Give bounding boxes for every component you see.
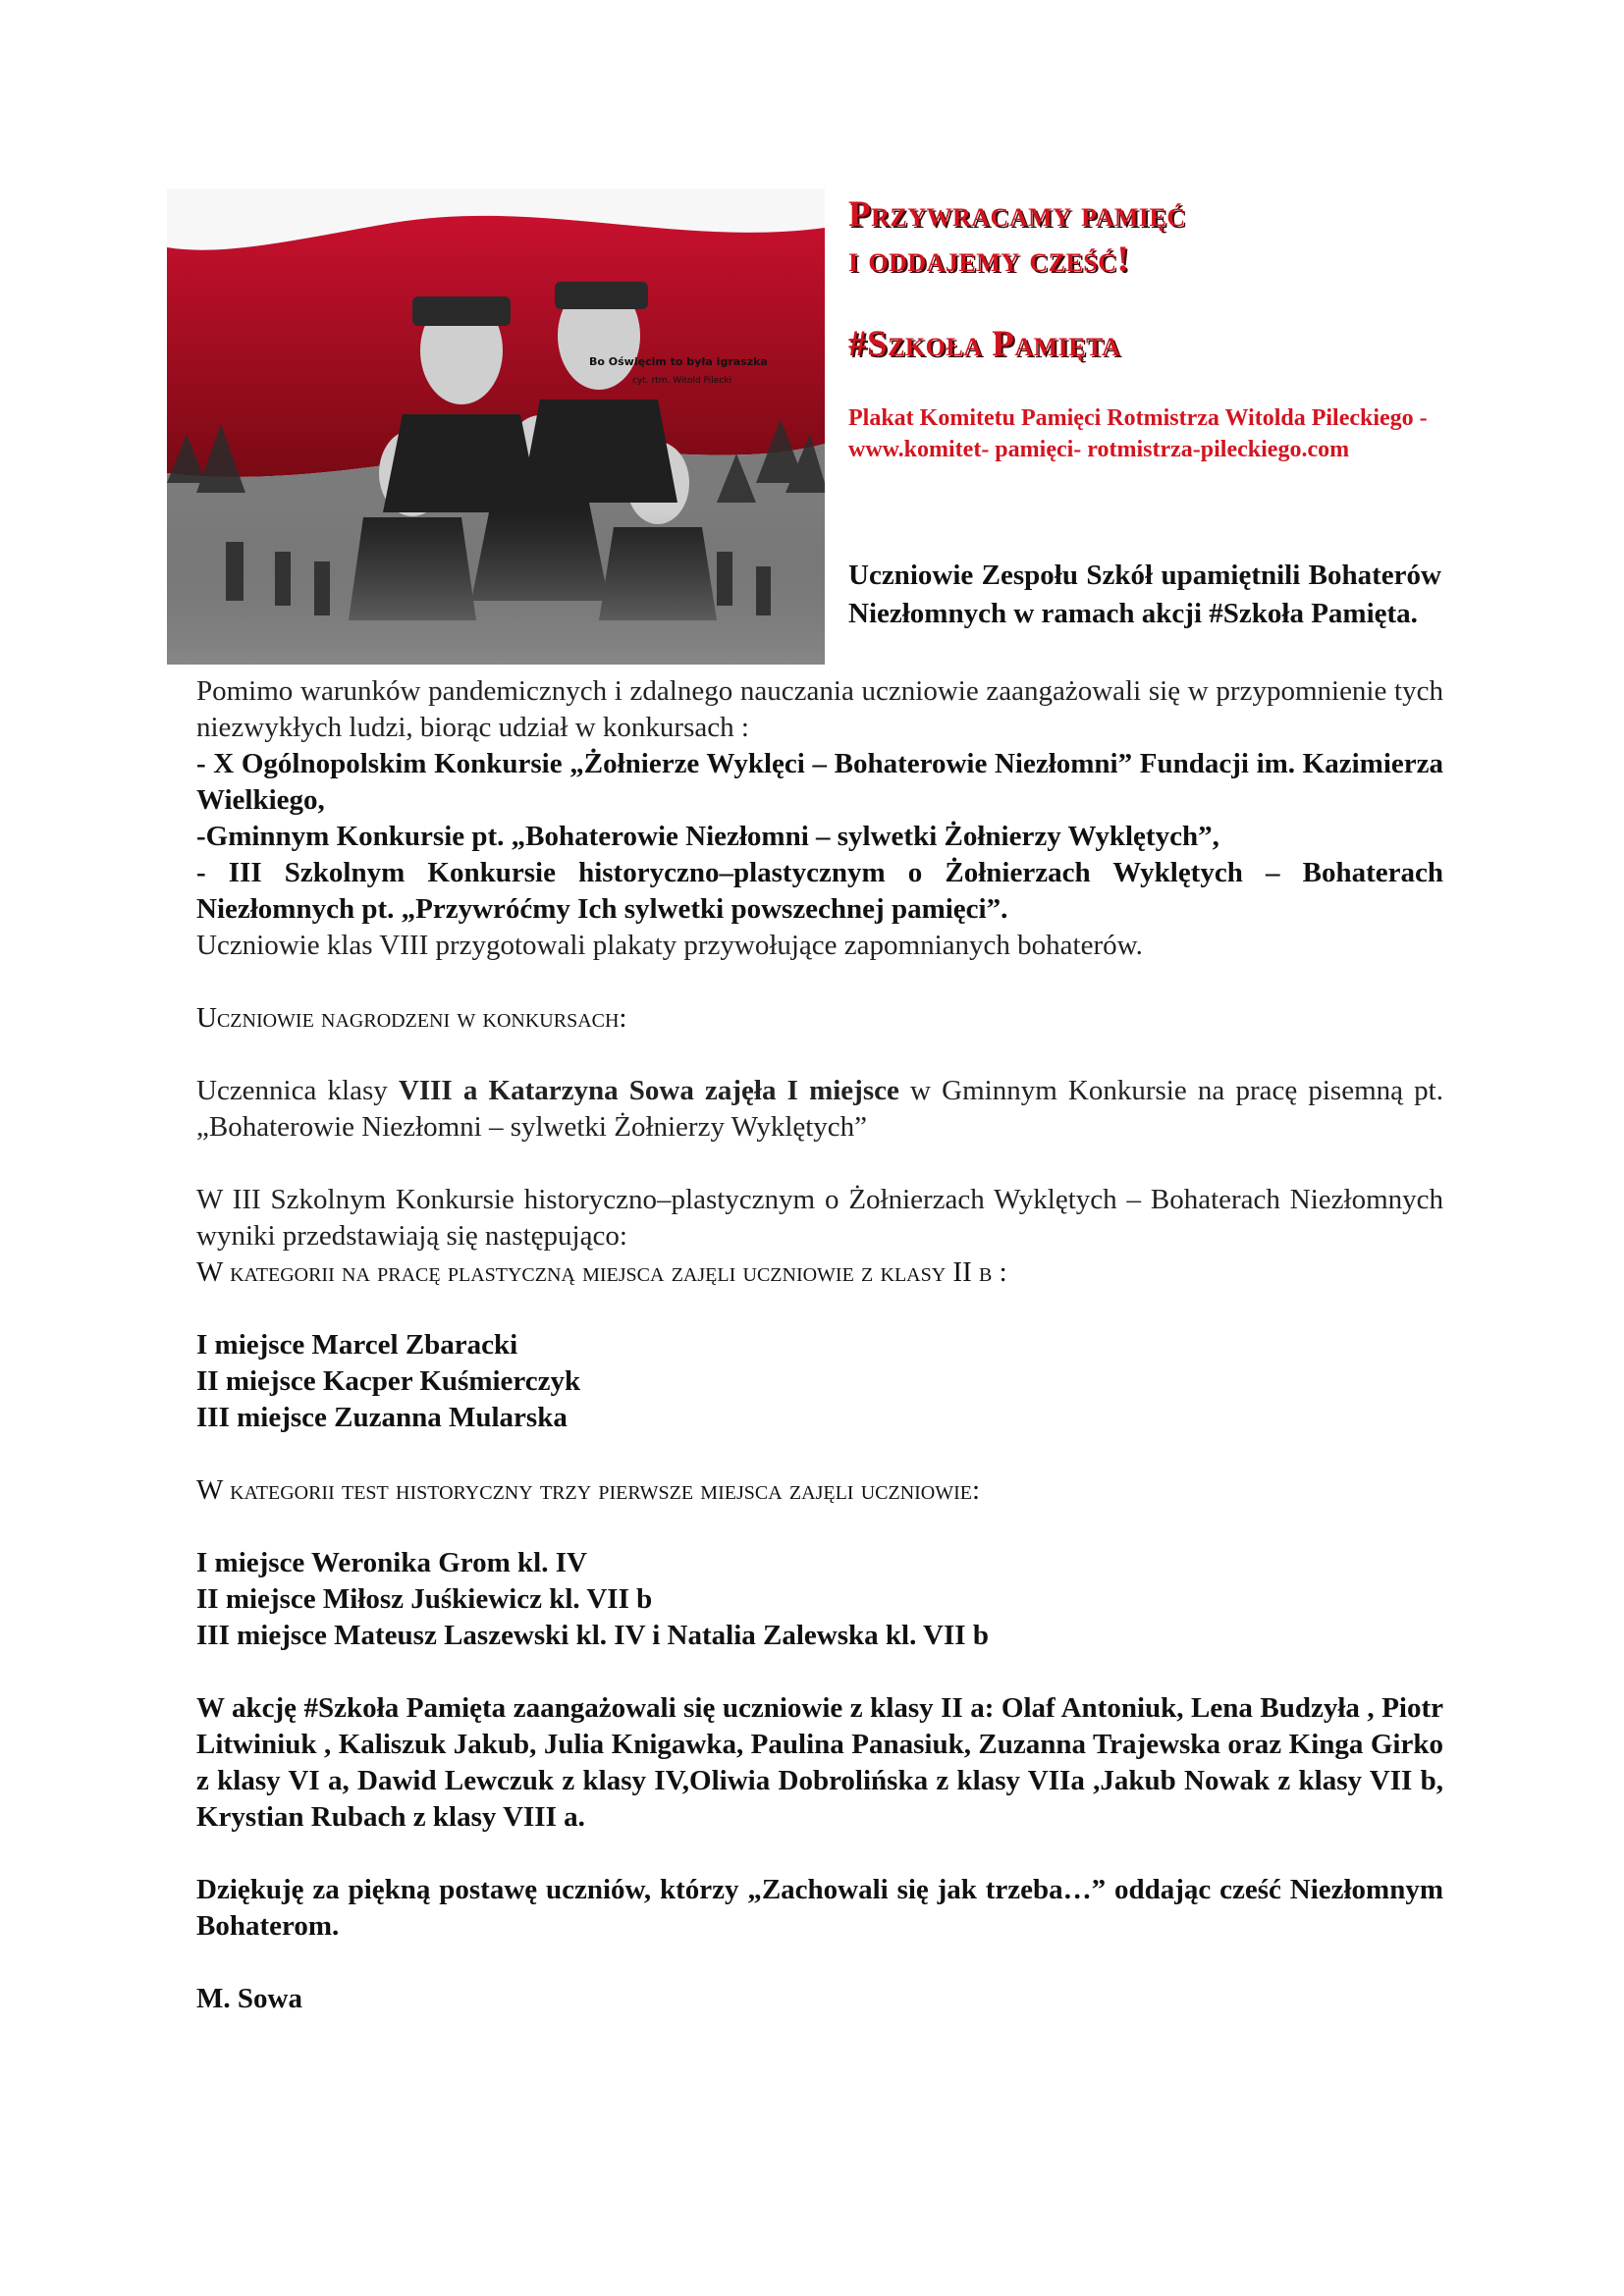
- participants-paragraph: W akcję #Szkoła Pamięta zaangażowali się uczniowie z klasy II a: Olaf Antoniuk, Lena Budzyła , Piotr Litwiniuk , Kaliszuk Jakub, Julia Knigawka, Paulina Panasiuk, Zuzanna Trajewska oraz Kinga Girko z klasy VI a, Dawid Lewczuk z klasy IV,Oliwia Dobrolińska z klasy VIIa ,Jakub Nowak z klasy VII b, Krystian Rubach z klasy VIII a.: [196, 1692, 1443, 1833]
- paragraph-pandemic: Pomimo warunków pandemicznych i zdalnego nauczania uczniowie zaangażowali się w przypomnienie tych niezwykłych ludzi, biorąc udział w konkursach :: [196, 675, 1443, 743]
- poster-caption: Plakat Komitetu Pamięci Rotmistrza Witolda Pileckiego - www.komitet- pamięci- rotmistrza-pileckiego.com: [848, 405, 1428, 462]
- poster-quote-author: cyt. rtm. Witold Pilecki: [632, 376, 731, 386]
- test-place-3: III miejsce Mateusz Laszewski kl. IV i Natalia Zalewska kl. VII b: [196, 1620, 989, 1651]
- thanks-paragraph: Dziękuję za piękną postawę uczniów, którzy „Zachowali się jak trzeba…” oddając cześć Niezłomnym Bohaterom.: [196, 1874, 1443, 1942]
- essay-winner-name: VIII a Katarzyna Sowa zajęła I miejsce: [398, 1075, 899, 1106]
- title-line-2: i oddajemy cześć!: [848, 240, 1130, 280]
- contest-item-2: -Gminnym Konkursie pt. „Bohaterowie Niezłomni – sylwetki Żołnierzy Wyklętych”,: [196, 821, 1219, 852]
- signature: M. Sowa: [196, 1983, 302, 2014]
- test-place-2: II miejsce Miłosz Juśkiewicz kl. VII b: [196, 1583, 653, 1615]
- winners-heading: Uczniowie nagrodzeni w konkursach:: [196, 1002, 627, 1034]
- intro-paragraph: Uczniowie Zespołu Szkół upamiętnili Bohaterów Niezłomnych w ramach akcji #Szkoła Pamięta.: [848, 560, 1441, 629]
- paragraph-essay-winner: [196, 1073, 1443, 1146]
- art-place-1: I miejsce Marcel Zbaracki: [196, 1329, 518, 1361]
- article-body: [196, 673, 1443, 2017]
- essay-winner-prefix: Uczennica klasy: [196, 1075, 399, 1106]
- title-line-1: Przywracamy pamięć: [848, 194, 1186, 235]
- contest-item-1: - X Ogólnopolskim Konkursie „Żołnierze Wyklęci – Bohaterowie Niezłomni” Fundacji im. Kazimierza Wielkiego,: [196, 748, 1443, 816]
- poster-image: [167, 188, 825, 665]
- header: [848, 192, 1457, 465]
- art-place-3: III miejsce Zuzanna Mularska: [196, 1402, 568, 1433]
- category-test-heading: W kategorii test historyczny trzy pierwsze miejsca zajęli uczniowie:: [196, 1474, 981, 1506]
- test-place-1: I miejsce Weronika Grom kl. IV: [196, 1547, 587, 1578]
- poster-quote: Bo Oświęcim to była igraszka: [589, 355, 768, 368]
- art-place-2: II miejsce Kacper Kuśmierczyk: [196, 1365, 581, 1397]
- essay-winner-suffix: w Gminnym Konkursie na pracę pisemną pt. „Bohaterowie Niezłomni – sylwetki Żołnierzy Wyklętych”: [196, 1075, 1443, 1143]
- category-art-heading: W kategorii na pracę plastyczną miejsca zajęli uczniowie z klasy II b :: [196, 1256, 1007, 1288]
- paragraph-posters: Uczniowie klas VIII przygotowali plakaty przywołujące zapomnianych bohaterów.: [196, 930, 1143, 961]
- poster-graphic: [167, 188, 825, 665]
- contest-item-3: - III Szkolnym Konkursie historyczno–plastycznym o Żołnierzach Wyklętych – Bohaterach Niezłomnych pt. „Przywróćmy Ich sylwetki powszechnej pamięci”.: [196, 857, 1443, 925]
- hashtag-title: #Szkoła Pamięta: [848, 324, 1121, 364]
- paragraph-school-contest: W III Szkolnym Konkursie historyczno–plastycznym o Żołnierzach Wyklętych – Bohaterach Niezłomnych wyniki przedstawiają się następująco:: [196, 1184, 1443, 1252]
